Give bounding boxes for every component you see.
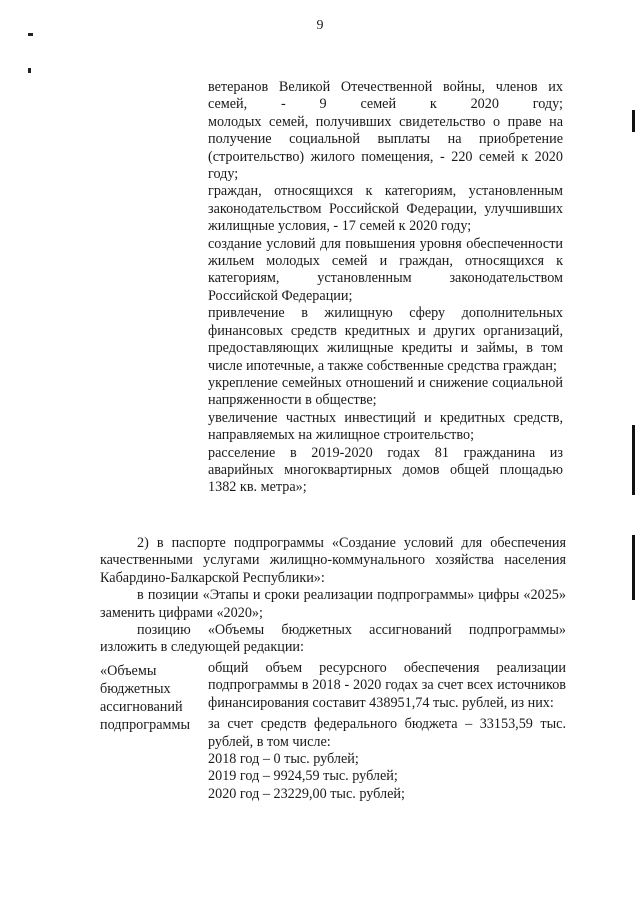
list-item: граждан, относящихся к категориям, установленным законодательством Российской Федерации, улучшивших жилищные условия, - 17 семей к 2020 году; [208, 183, 563, 235]
table-text: общий объем ресурсного обеспечения реализации подпрограммы в 2018 - 2020 годах за счет всех источников финансирования составит 438951,74 тыс. рублей, из них: [208, 660, 566, 711]
list-item: молодых семей, получивших свидетельство о праве на получение социальной выплаты на приобретение (строительство) жилого помещения, - 220 семей к 2020 году; [208, 113, 563, 183]
year-line: 2019 год – 9924,59 тыс. рублей; [208, 768, 398, 785]
year-line: 2018 год – 0 тыс. рублей; [208, 751, 359, 768]
scan-mark [28, 33, 33, 36]
list-item: создание условий для повышения уровня обеспеченности жильем молодых семей и граждан, относящихся к категориям, установленным законодательством Российской Федерации; [208, 235, 563, 304]
scan-edge-mark [632, 535, 635, 600]
scan-edge-mark [632, 425, 635, 495]
list-item: расселение в 2019-2020 годах 81 гражданина из аварийных многоквартирных домов общей площадью 1382 кв. метра»; [208, 444, 563, 496]
scan-edge-mark [632, 110, 635, 132]
paragraph: позицию «Объемы бюджетных ассигнований подпрограммы» изложить в следующей редакции: [100, 622, 566, 656]
table-label: «Объемы бюджетных ассигнований подпрограммы [100, 663, 190, 733]
page-number: 9 [316, 18, 324, 33]
results-list [208, 79, 563, 497]
list-item: увеличение частных инвестиций и кредитных средств, направляемых на жилищное строительство; [208, 409, 563, 444]
paragraph: в позиции «Этапы и сроки реализации подпрограммы» цифры «2025» заменить цифрами «2020»; [100, 587, 566, 621]
list-item: укрепление семейных отношений и снижение социальной напряженности в обществе; [208, 374, 563, 409]
list-item: привлечение в жилищную сферу дополнительных финансовых средств кредитных и других организаций, предоставляющих жилищные кредиты и займы, в том числе ипотечные, а также собственные средства граждан; [208, 305, 563, 374]
amendments-block [100, 535, 566, 657]
paragraph: 2) в паспорте подпрограммы «Создание условий для обеспечения качественными услугами жилищно-коммунального хозяйства населения Кабардино-Балкарской Республики»: [100, 535, 566, 586]
scan-mark [28, 68, 31, 73]
year-line: 2020 год – 23229,00 тыс. рублей; [208, 785, 405, 802]
list-item: ветеранов Великой Отечественной войны, членов их семей, - 9 семей к 2020 году; [208, 79, 563, 113]
table-text: за счет средств федерального бюджета – 33153,59 тыс. рублей, в том числе: [208, 716, 566, 750]
table-content [208, 660, 566, 803]
